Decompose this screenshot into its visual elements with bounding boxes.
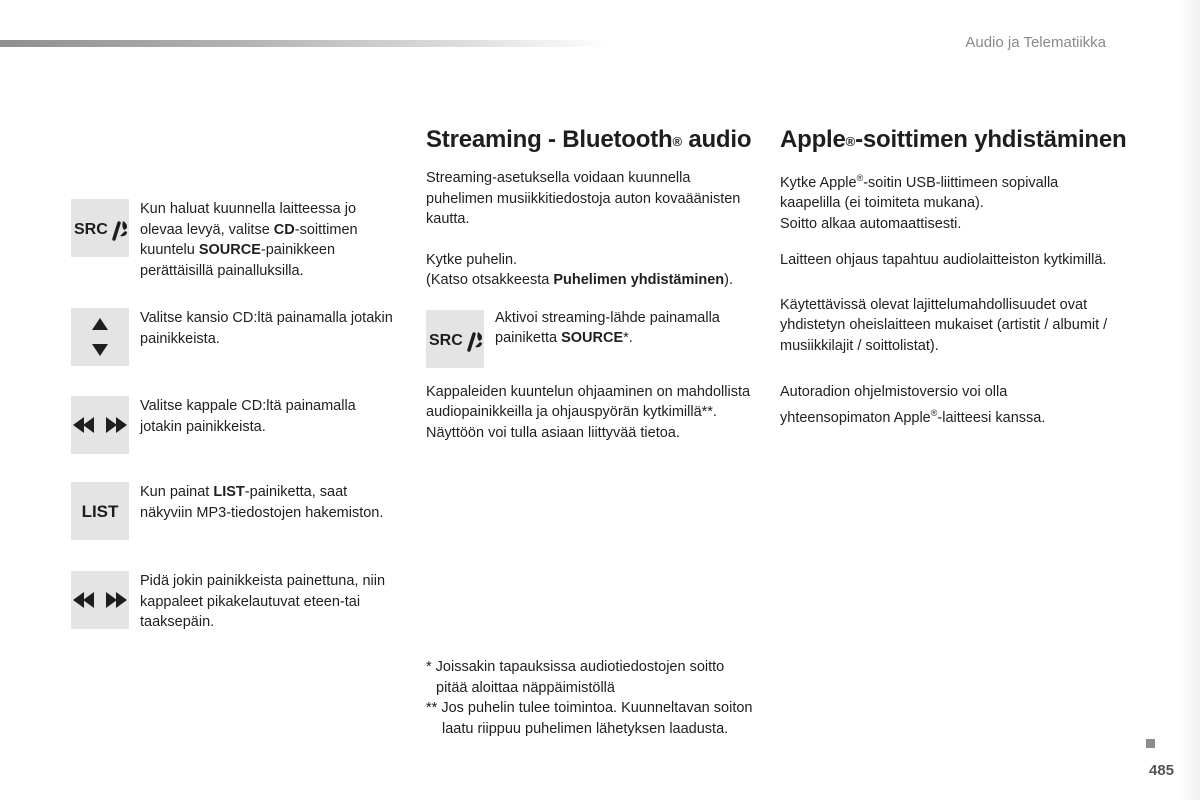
instruction-text: Kun painat LIST-painiketta, saat näkyviin MP3-tiedostojen hakemiston. [140, 484, 384, 521]
source-text: Aktivoi streaming-lähde painamalla painiketta SOURCE*. [495, 309, 720, 346]
page-number: 485 [1149, 762, 1175, 779]
src-button [426, 310, 484, 368]
footnotes [426, 657, 756, 739]
previous-next-icon [71, 396, 129, 454]
src-button [71, 199, 129, 257]
section-title: Audio ja Telematiikka [965, 34, 1106, 51]
playback-control-text: Kappaleiden kuuntelun ohjaaminen on mahdollista audiopainikkeilla ja ohjauspyörän kytkimillä**. Näyttöön voi tulla asiaan liittyvää tietoa. [426, 383, 751, 441]
apple-heading: Apple®-soittimen yhdistäminen [780, 126, 1127, 153]
apple-section [780, 124, 1127, 428]
instruction-text: Pidä jokin painikkeista painettuna, niin kappaleet pikakelautuvat eteen-tai taaksepäin. [140, 573, 386, 630]
apple-compat-text: Autoradion ohjelmistoversio voi olla yhteensopimaton Apple®-laitteesi kanssa. [780, 384, 1046, 426]
streaming-intro: Streaming-asetuksella voidaan kuunnella puhelimen musiikkitiedostoja auton kovaäänisten kautta. [426, 170, 741, 227]
source-instruction [426, 308, 756, 368]
footnote-1: * Joissakin tapauksissa audiotiedostojen soitto pitää aloittaa näppäimistöllä [426, 659, 725, 696]
instruction-text: Valitse kappale CD:ltä painamalla jotakin painikkeista. [140, 398, 356, 435]
page-edge [1180, 0, 1200, 800]
previous-next-button [71, 571, 129, 629]
phone-handset-icon [469, 332, 482, 350]
phone-handset-icon [114, 221, 127, 239]
streaming-heading: Streaming - Bluetooth® audio [426, 126, 752, 153]
src-button-label: SRC [74, 221, 108, 238]
list-button-label: LIST [81, 502, 119, 521]
footnote-2: ** Jos puhelin tulee toimintoa. Kuunneltavan soiton laatu riippuu puhelimen lähetyksen laadusta. [426, 700, 753, 737]
up-down-arrows-icon [71, 308, 129, 366]
up-down-button [71, 308, 129, 366]
page-marker [1146, 739, 1155, 748]
previous-next-icon [71, 571, 129, 629]
header-bar [0, 40, 610, 47]
instruction-text: Valitse kansio CD:ltä painamalla jotakin painikkeista. [140, 310, 393, 347]
apple-control-text: Laitteen ohjaus tapahtuu audiolaitteiston kytkimillä. [780, 252, 1107, 269]
streaming-section [426, 124, 756, 443]
list-button [71, 482, 129, 540]
src-button-label: SRC [429, 331, 463, 349]
connect-phone-text: Kytke puhelin. (Katso otsakkeesta Puhelimen yhdistäminen). [426, 251, 734, 288]
previous-next-button [71, 396, 129, 454]
instruction-text: Kun haluat kuunnella laitteessa jo olevaa levyä, valitse CD-soittimen kuuntelu SOURCE-painikkeen perättäisillä painalluksilla. [140, 201, 358, 279]
apple-sorting-text: Käytettävissä olevat lajittelumahdollisuudet ovat yhdistetyn oheislaitteen mukaiset (artistit / albumit / musiikkilajit / soittolistat). [780, 296, 1108, 354]
apple-connect-text: Kytke Apple®-soitin USB-liittimeen sopivalla kaapelilla (ei toimiteta mukana). Soitto alkaa automaattisesti. [780, 173, 1059, 232]
